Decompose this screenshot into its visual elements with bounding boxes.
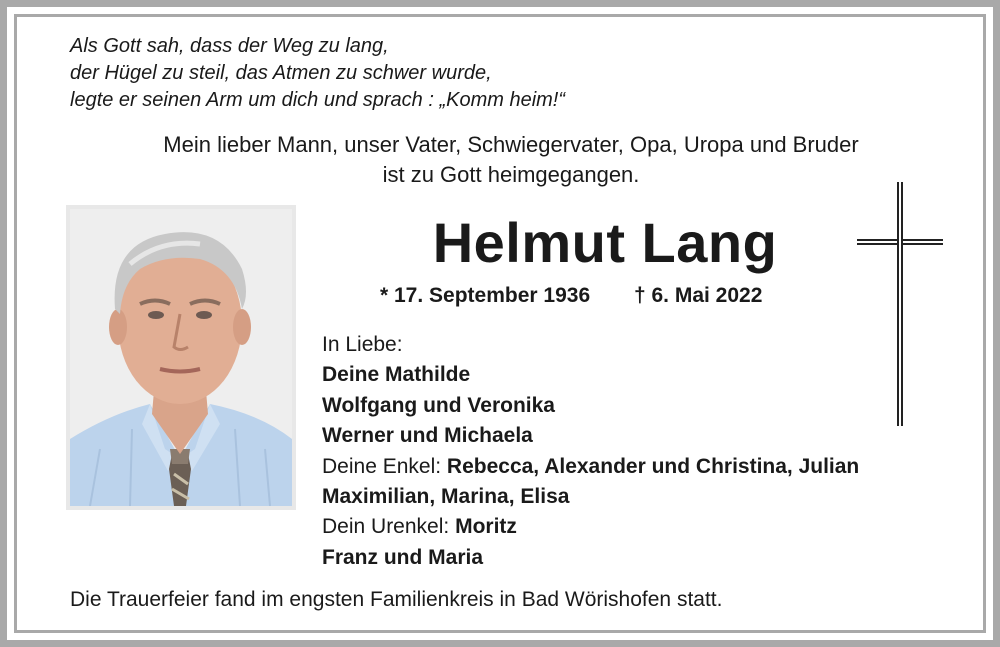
birth-date: * 17. September 1936 xyxy=(380,284,591,307)
poem-line-3: legte er seinen Arm um dich und sprach : „Komm heim!“ xyxy=(70,89,566,111)
grandchildren-names-2: Maximilian, Marina, Elisa xyxy=(322,485,570,509)
grandchildren-names-1: Rebecca, Alexander und Christina, Julian xyxy=(446,454,860,478)
mourner-great-grandchild-row xyxy=(322,512,859,542)
grandchildren-label: Deine Enkel: xyxy=(322,454,442,478)
mourner-child-2: Werner und Michaela xyxy=(322,424,533,448)
intro-line-2: ist zu Gott heimgegangen. xyxy=(382,162,640,187)
poem-line-2: der Hügel zu steil, das Atmen zu schwer wurde, xyxy=(70,62,492,84)
intro-line-1: Mein lieber Mann, unser Vater, Schwiegervater, Opa, Uropa und Bruder xyxy=(163,132,859,157)
life-dates xyxy=(380,284,762,308)
cross-icon-center xyxy=(897,239,903,245)
mourner-siblings: Franz und Maria xyxy=(322,545,484,569)
funeral-note: Die Trauerfeier fand im engsten Familienkreis in Bad Wörishofen statt. xyxy=(70,588,723,611)
announcement-intro xyxy=(0,130,1000,190)
death-date: † 6. Mai 2022 xyxy=(633,284,763,307)
mourner-child-1: Wolfgang und Veronika xyxy=(322,393,555,417)
portrait-photo xyxy=(66,205,296,510)
great-grandchild-name: Moritz xyxy=(455,515,517,539)
mourners-list xyxy=(322,330,859,573)
deceased-name: Helmut Lang xyxy=(432,211,778,274)
poem-line-1: Als Gott sah, dass der Weg zu lang, xyxy=(70,35,389,57)
mourners-intro: In Liebe: xyxy=(322,333,403,356)
mourner-wife: Deine Mathilde xyxy=(322,363,471,387)
great-grandchild-label: Dein Urenkel: xyxy=(322,515,450,539)
poem xyxy=(70,33,565,114)
portrait-illustration xyxy=(70,209,292,506)
mourner-grandchildren-row-1 xyxy=(322,452,859,482)
cross-icon-vertical xyxy=(897,182,903,426)
